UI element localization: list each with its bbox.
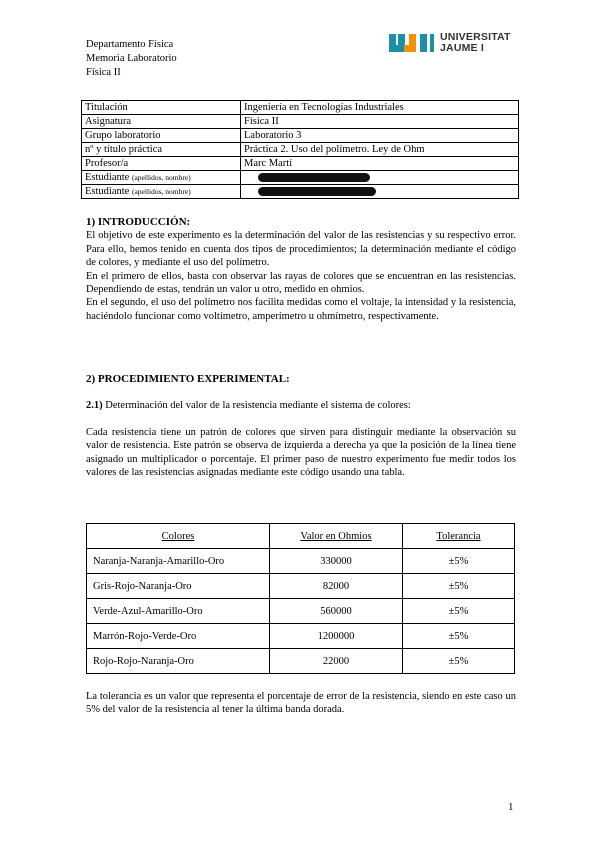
info-key [82,185,241,199]
info-row [82,115,519,129]
info-row [82,143,519,157]
column-header-colors: Colores [87,524,270,549]
tolerance-cell: ±5% [403,574,515,599]
info-row [82,157,519,171]
info-value-text: Ingeniería en Tecnologías Industriales [244,102,404,113]
tolerance-note: La tolerancia es un valor que representa el porcentaje de error de la resistencia, siendo en este caso un 5% del valor de la resistencia al tener la última banda dorada. [86,691,516,716]
header-line-course: Física II [86,67,121,78]
table-row [87,574,515,599]
info-key-label: nº y título práctica [85,144,163,155]
table-row [87,549,515,574]
ohm-value-cell: 82000 [270,574,403,599]
info-key [82,129,241,143]
info-value-text: Laboratorio 3 [244,130,302,141]
subsection-number: 2.1) [86,400,103,412]
ohm-value-cell: 22000 [270,649,403,674]
table-row [87,599,515,624]
info-value [241,171,519,185]
procedure-paragraph: Cada resistencia tiene un patrón de colores que sirven para distinguir mediante la observación su valor de resistencia. Este patrón se observa de izquierda a derecha ya que la posición de la línea tiene asignado un multiplicador o porcentaje. El primer paso de nuestro experimento fue medir todos los valores de las resistencias asignadas mediante este código usando una tabla. [86,426,516,479]
color-code-cell: Gris-Rojo-Naranja-Oro [87,574,270,599]
info-key-label: Titulación [85,102,128,113]
intro-paragraph: En el primero de ellos, basta con observar las rayas de colores que se encuentran en las resistencias. Dependiendo de estas, tendrán un valor u otro, medido en ohmios. [86,270,516,296]
info-row [82,171,519,185]
tolerance-cell: ±5% [403,599,515,624]
column-header-tolerance: Tolerancia [403,524,515,549]
intro-paragraph: En el segundo, el uso del polímetro nos facilita medidas como el voltaje, la intensidad y la resistencia, haciéndolo funcionar como voltímetro, amperímetro u ohmímetro, respectivamente. [86,297,516,322]
tolerance-cell: ±5% [403,549,515,574]
info-row [82,185,519,199]
info-key [82,115,241,129]
tolerance-cell: ±5% [403,624,515,649]
uji-logo-mark-icon [389,30,439,54]
info-value [241,129,519,143]
ohm-value-cell: 330000 [270,549,403,574]
info-key [82,101,241,115]
info-value [241,101,519,115]
info-value [241,143,519,157]
intro-paragraph: El objetivo de este experimento es la determinación del valor de las resistencias y su respectivo error. Para ello, hemos tenido en cuenta dos tipos de procedimientos; la determinación mediante el código de colores, y mediante el uso del polímetro. [86,230,516,269]
info-key [82,171,241,185]
info-key-hint: (apellidos, nombre) [131,173,191,182]
info-key [82,157,241,171]
info-value [241,185,519,199]
tolerance-cell: ±5% [403,649,515,674]
info-key-label: Profesor/a [85,158,129,169]
page-number: 1 [508,801,514,813]
info-value-text: Física II [244,116,279,127]
logo-text-line1: UNIVERSITAT [440,31,511,43]
header-line-report: Memoria Laboratorio [86,53,177,64]
info-value [241,115,519,129]
page-header [86,38,177,80]
color-code-cell: Rojo-Rojo-Naranja-Oro [87,649,270,674]
procedure-title: 2) PROCEDIMIENTO EXPERIMENTAL: [86,373,290,385]
info-key-label: Asignatura [85,116,132,127]
info-key-label: Estudiante [85,172,130,183]
logo-text-line2: JAUME I [440,42,484,54]
introduction-title: 1) INTRODUCCIÓN: [86,216,191,228]
info-value-text: Marc Martí [244,158,293,169]
color-code-cell: Naranja-Naranja-Amarillo-Oro [87,549,270,574]
column-header-ohms: Valor en Ohmios [270,524,403,549]
university-logo [389,30,519,56]
subsection-title: Determinación del valor de la resistencia mediante el sistema de colores: [105,400,411,412]
header-line-department: Departamento Física [86,39,174,50]
redacted-name-mark [258,187,376,196]
ohm-value-cell: 1200000 [270,624,403,649]
info-key-label: Estudiante [85,186,130,197]
table-row [87,624,515,649]
info-key [82,143,241,157]
info-key-hint: (apellidos, nombre) [131,187,191,196]
table-header-row [87,524,515,549]
info-row [82,129,519,143]
info-row [82,101,519,115]
table-row [87,649,515,674]
info-value-text: Práctica 2. Uso del polímetro. Ley de Ohm [244,144,425,155]
procedure-section [86,373,516,479]
info-value [241,157,519,171]
procedure-subsection-heading [86,399,516,412]
info-table [81,100,519,199]
color-code-cell: Verde-Azul-Amarillo-Oro [87,599,270,624]
logo-text [440,32,511,54]
color-code-cell: Marrón-Rojo-Verde-Oro [87,624,270,649]
ohm-value-cell: 560000 [270,599,403,624]
introduction-section [86,216,516,323]
redacted-name-mark [258,173,370,182]
resistor-color-table [86,523,515,674]
info-key-label: Grupo laboratorio [85,130,161,141]
